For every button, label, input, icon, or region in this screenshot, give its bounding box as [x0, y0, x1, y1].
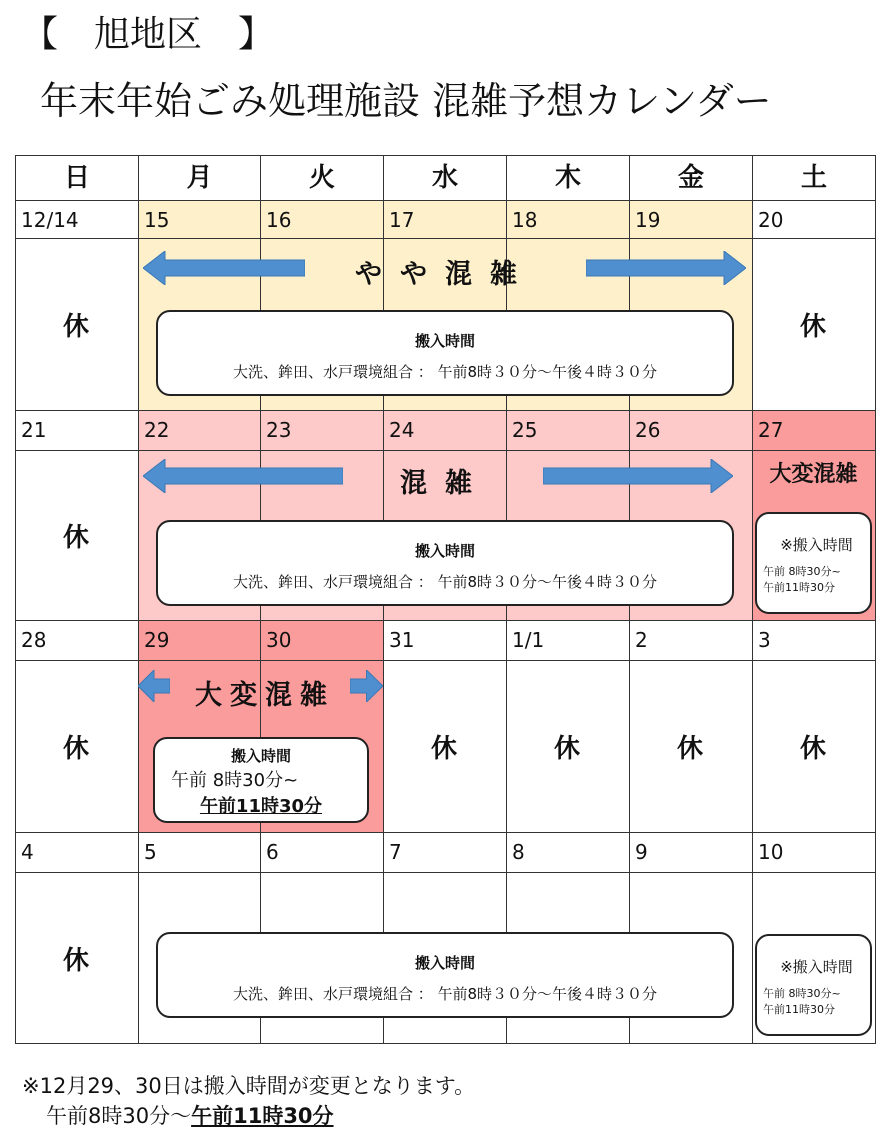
special-hours-line1: 午前 8時30分~	[171, 770, 299, 791]
arrow-right-icon	[586, 251, 746, 285]
weekday-header: 金	[629, 155, 753, 201]
date-cell: 3	[752, 620, 876, 661]
date-cell: 10	[752, 832, 876, 873]
hours-heading: 搬入時間	[414, 542, 475, 560]
date-cell: 28	[15, 620, 139, 661]
date-cell: 21	[15, 410, 139, 451]
date-cell: 12/14	[15, 200, 139, 239]
district-title: 【 旭地区 】	[22, 14, 275, 55]
hours-heading: 搬入時間	[414, 332, 475, 350]
closed-label: 休	[799, 734, 826, 764]
special-hours-line2: 午前11時30分	[199, 796, 323, 817]
hours-heading: 搬入時間	[414, 954, 475, 972]
label-slightly-busy: やや混雑	[355, 259, 535, 290]
small-hours-box-27	[755, 512, 872, 614]
date-cell: 7	[383, 832, 507, 873]
date-cell: 5	[138, 832, 261, 873]
date-cell: 31	[383, 620, 507, 661]
small-hours-line2: 午前11時30分	[763, 581, 835, 594]
closed-label: 休	[430, 734, 457, 764]
date-cell: 4	[15, 832, 139, 873]
closed-label: 休	[62, 312, 89, 342]
weekday-header: 日	[15, 155, 139, 201]
date-cell: 15	[138, 200, 261, 239]
label-very-busy-29-30: 大変混雑	[195, 680, 335, 711]
date-cell: 20	[752, 200, 876, 239]
label-busy: 混雑	[400, 468, 490, 499]
date-cell: 30	[260, 620, 384, 661]
footer-note: ※12月29、30日は搬入時間が変更となります。	[22, 1074, 476, 1098]
weekday-header: 土	[752, 155, 876, 201]
small-hours-line2: 午前11時30分	[763, 1003, 835, 1016]
special-hours-box	[153, 737, 369, 823]
weekday-header: 木	[506, 155, 630, 201]
arrow-left-icon	[143, 459, 343, 493]
page-title: 年末年始ごみ処理施設 混雑予想カレンダー	[40, 79, 772, 123]
weekday-header: 水	[383, 155, 507, 201]
closed-label: 休	[553, 734, 580, 764]
special-hours-heading: 搬入時間	[230, 747, 291, 765]
date-cell: 9	[629, 832, 753, 873]
small-hours-box-10	[755, 934, 872, 1036]
hours-box-week2	[156, 520, 734, 606]
weekday-header: 月	[138, 155, 261, 201]
date-cell: 1/1	[506, 620, 630, 661]
closed-label: 休	[62, 523, 89, 553]
date-cell: 27	[752, 410, 876, 451]
date-cell: 25	[506, 410, 630, 451]
arrow-right-icon	[350, 670, 383, 702]
small-hours-line1: 午前 8時30分~	[763, 565, 841, 578]
date-cell: 26	[629, 410, 753, 451]
small-hours-line1: 午前 8時30分~	[763, 987, 841, 1000]
hours-box-week4	[156, 932, 734, 1018]
date-cell: 24	[383, 410, 507, 451]
closed-label: 休	[676, 734, 703, 764]
closed-label: 休	[62, 734, 89, 764]
hours-body: 大洗、鉾田、水戸環境組合 ： 午前8時３０分～午後４時３０分	[232, 985, 658, 1003]
date-cell: 2	[629, 620, 753, 661]
date-cell: 17	[383, 200, 507, 239]
small-hours-heading: ※搬入時間	[780, 958, 853, 976]
small-hours-heading: ※搬入時間	[780, 536, 853, 554]
footer-hours-start: 午前8時30分～	[46, 1104, 192, 1128]
closed-label: 休	[799, 312, 826, 342]
arrow-right-icon	[543, 459, 733, 493]
footer-hours	[46, 1100, 334, 1130]
date-cell: 18	[506, 200, 630, 239]
label-very-busy-27: 大変混雑	[769, 462, 858, 487]
arrow-left-icon	[143, 251, 305, 285]
footer-hours-end: 午前11時30分	[191, 1104, 334, 1128]
date-cell: 23	[260, 410, 384, 451]
date-cell: 19	[629, 200, 753, 239]
hours-box-week1	[156, 310, 734, 396]
hours-body: 大洗、鉾田、水戸環境組合 ： 午前8時３０分～午後４時３０分	[232, 363, 658, 381]
date-cell: 8	[506, 832, 630, 873]
arrow-left-icon	[138, 670, 170, 702]
hours-body: 大洗、鉾田、水戸環境組合 ： 午前8時３０分～午後４時３０分	[232, 573, 658, 591]
date-cell: 6	[260, 832, 384, 873]
date-cell: 29	[138, 620, 261, 661]
date-cell: 22	[138, 410, 261, 451]
weekday-header: 火	[260, 155, 384, 201]
closed-label: 休	[62, 945, 89, 976]
date-cell: 16	[260, 200, 384, 239]
